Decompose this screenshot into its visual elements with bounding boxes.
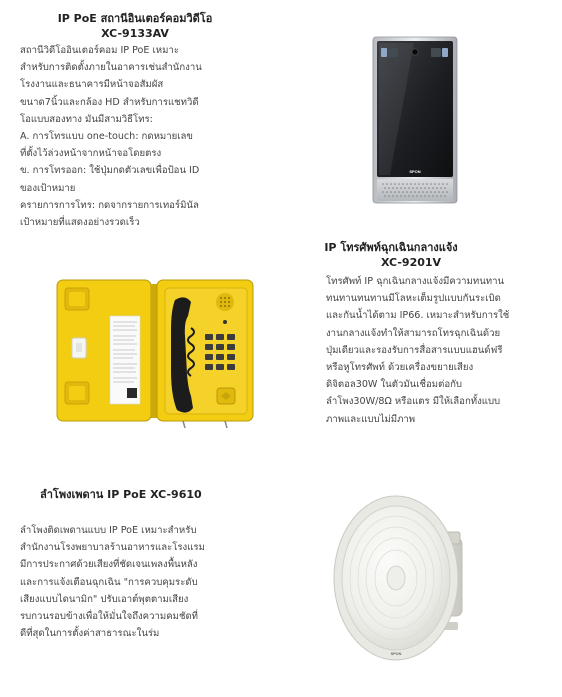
description-line: ดิจิตอล30W ในตัวมันเชื่อมต่อกับ <box>326 379 462 391</box>
product-title-line1: ลำโพงเพดาน IP PoE XC-9610 <box>40 488 202 501</box>
yellow-emergency-phone-icon <box>55 278 255 428</box>
description-line: สำหรับการติดตั้งภายในอาคารเช่นสำนักงาน <box>20 62 202 74</box>
device-brand-label: SPON <box>390 652 402 656</box>
description-line: รบกวนรอบข้างเพื่อให้มั่นใจถึงความคมชัดที่ <box>20 611 199 623</box>
description-line: ลำโพงติดเพดานแบบ IP PoE เหมาะสำหรับ <box>20 525 197 536</box>
description-line: โอแบบสองทาง มันมีสามวิธีโทร: <box>20 113 153 125</box>
description-line: โรงงานและธนาคารมีหน้าจอสัมผัส <box>20 79 164 91</box>
description-line: สถานีวิดีโออินเตอร์คอม IP PoE เหมาะ <box>20 45 179 56</box>
product-model: XC-9133AV <box>101 27 169 40</box>
product-description-xc9610 <box>20 522 205 642</box>
product-title-xc9610 <box>40 487 202 502</box>
description-line: ข. การโทรออก: ใช้ปุ่มกดตัวเลขเพื่อป้อน ID <box>20 165 200 177</box>
description-line: และกันน้ำได้ตาม IP66. เหมาะสำหรับการใช้ <box>326 310 510 322</box>
product-description-xc9201v <box>326 273 509 428</box>
product-model: XC-9201V <box>380 256 442 269</box>
description-line: สำนักงานโรงพยาบาลร้านอาหารและโรงแรม <box>20 542 205 554</box>
description-line: ปุ่มเดียวและรองรับการสื่อสารแบบแฮนด์ฟรี <box>326 344 503 356</box>
description-line: ของเป้าหมาย <box>20 182 76 194</box>
description-line: ครายการการโทร: กดจากรายการเทอร์มินัล <box>20 199 199 211</box>
product-title-line1: IP PoE สถานีอินเตอร์คอมวิดีโอ <box>57 12 213 25</box>
description-line: เป้าหมายที่แสดงอย่างรวดเร็ว <box>20 217 140 229</box>
description-line: เสียงแบบไดนามิก" ปรับเอาต์พุตตามเสียง <box>20 593 189 605</box>
device-brand-label: SPON <box>409 169 421 174</box>
description-line: ภาพและแบบไม่มีภาพ <box>326 413 416 425</box>
description-line: มีการประกาศด้วยเสียงที่ชัดเจนเพลงพื้นหลัง <box>20 559 198 571</box>
description-line: ลำโพง30W/8Ω หรือแตร มีให้เลือกทั้งแบบ <box>326 396 501 408</box>
ceiling-speaker-icon <box>328 492 474 670</box>
description-line: โทรศัพท์ IP ฉุกเฉินกลางแจ้งมีความทนทาน <box>326 276 505 287</box>
description-line: ดีที่สุดในการตั้งค่าสาธารณะในร่ม <box>20 628 160 640</box>
description-line: งานกลางแจ้งทำให้สามารถโทรฉุกเฉินด้วย <box>326 327 501 339</box>
product-description-xc9133av <box>20 42 202 231</box>
video-intercom-device-icon <box>370 35 460 205</box>
description-line: และการแจ้งเตือนฉุกเฉิน "การควบคุมระดับ <box>20 576 198 588</box>
description-line: ขนาด7นิ้วและกล้อง HD สำหรับการแชทวิดี <box>20 96 199 108</box>
description-line: A. การโทรแบบ one-touch: กดหมายเลข <box>20 131 193 143</box>
description-line: ที่ตั้งไว้ล่วงหน้าจากหน้าจอโดยตรง <box>20 148 162 160</box>
product-title-xc9201v <box>316 240 466 270</box>
product-title-xc9133av <box>45 11 225 41</box>
product-title-line1: IP โทรศัพท์ฉุกเฉินกลางแจ้ง <box>324 241 458 254</box>
description-line: ทนทานทนทานมีโลหะเต็มรูปแบบกันระเบิด <box>326 293 501 305</box>
description-line: หรือหูโทรศัพท์ ด้วยเครื่องขยายเสียง <box>326 362 474 374</box>
